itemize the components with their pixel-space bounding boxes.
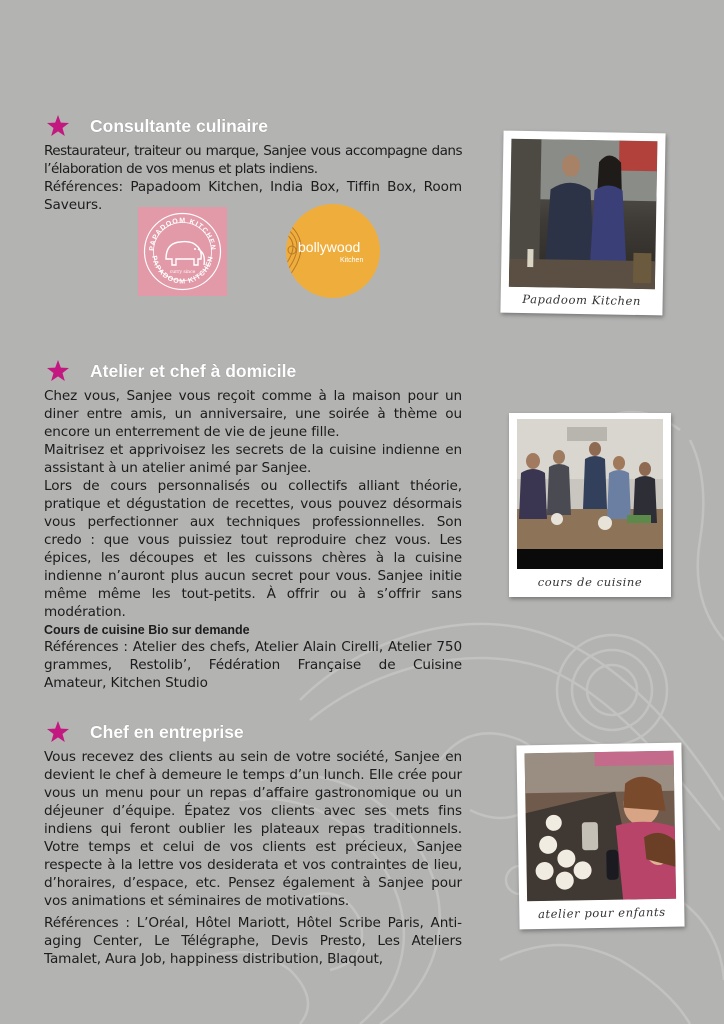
star-icon xyxy=(46,114,70,138)
logo-name: bollywood xyxy=(298,239,361,255)
section-title: Chef en entreprise xyxy=(90,722,244,742)
section-entreprise xyxy=(44,722,462,968)
logo-sub: Kitchen xyxy=(340,257,364,264)
mandala-icon xyxy=(286,204,380,298)
section-atelier xyxy=(44,361,462,692)
references: Références : L’Oréal, Hôtel Mariott, Hôtel Scribe Paris, Anti-aging Center, Le Télégraphe, Devis Presto, Les Ateliers Tamalet, Aura Job, happiness distribution, Blaqout, xyxy=(44,915,462,967)
photo-caption: Papadoom Kitchen xyxy=(522,291,642,309)
photo-caption: atelier pour enfants xyxy=(537,904,666,922)
logo-bottom-text: PAPADOOM KITCHEN xyxy=(150,255,215,286)
bollywood-kitchen-logo xyxy=(286,204,380,298)
polaroid-photo-cours xyxy=(509,413,671,597)
section-title: Consultante culinaire xyxy=(90,116,268,136)
polaroid-photo-papadoom xyxy=(500,131,665,316)
section-heading xyxy=(44,116,462,142)
polaroid-photo-enfants xyxy=(516,743,684,930)
section-consultante xyxy=(44,116,462,214)
star-icon xyxy=(46,720,70,744)
section-body xyxy=(44,748,462,968)
section-body xyxy=(44,142,462,214)
photo-caption: cours de cuisine xyxy=(537,575,643,589)
svg-text:PAPADOOM KITCHEN xyxy=(149,217,216,251)
section-heading xyxy=(44,722,462,748)
photo-atelier-enfants xyxy=(525,751,677,902)
sub-heading: Cours de cuisine Bio sur demande xyxy=(44,623,250,637)
paragraph: Vous recevez des clients au sein de votre société, Sanjee en devient le chef à demeure le temps d’un lunch. Elle crée pour vous un menu pour un repas d’affaire gastronomique ou un déjeuner d’équipe. Épatez vos clients avec ses mets fins indiens qui feront oublier les plateaux repas traditionnels. Votre temps et celui de vos clients est précieux, Sanjee respecte à la lettre vos desiderata et vos contraintes de lieu, d’horaires, d’espace, etc. Pensez également à Sanjee pour vos animations et séminaires de motivations. xyxy=(44,749,462,909)
section-body xyxy=(44,387,462,692)
section-title: Atelier et chef à domicile xyxy=(90,361,297,381)
paragraph: Références: Papadoom Kitchen, India Box, Tiffin Box, Room Saveurs. xyxy=(44,179,462,213)
paragraph: Restaurateur, traiteur ou marque, Sanjee vous accompagne dans l’élaboration de vos menus et plats indiens. xyxy=(44,143,462,177)
paragraph: Lors de cours personnalisés ou collectifs alliant théorie, pratique et dégustation de recettes, vous pouvez désormais vous perfectionner aux techniques professionnelles. Son credo : que vous puissiez tout reproduire chez vous. Les épices, les découpes et les cuissons chères à la cuisine indienne n’auront plus aucun secret pour vous. Sanjee initie même même les tout-petits. À offrir ou à s’offrir sans modération. xyxy=(44,478,462,620)
paragraph: Maitrisez et apprivoisez les secrets de la cuisine indienne en assistant à un atelier animé par Sanjee. xyxy=(44,442,462,476)
references: Références : Atelier des chefs, Atelier Alain Cirelli, Atelier 750 grammes, Restolib’, Fédération Française de Cuisine Amateur, Kitchen Studio xyxy=(44,639,462,691)
paragraph: Chez vous, Sanjee vous reçoit comme à la maison pour un diner entre amis, un anniversaire, une soirée à thème ou encore un enterrement de vie de jeune fille. xyxy=(44,388,462,440)
section-heading xyxy=(44,361,462,387)
star-icon xyxy=(46,359,70,383)
logo-tagline: curry since xyxy=(169,270,196,275)
papadoom-kitchen-logo xyxy=(138,207,227,296)
logo-ring-text xyxy=(138,207,227,296)
photo-cours-de-cuisine xyxy=(517,419,663,569)
photo-papadoom-kitchen xyxy=(509,139,658,290)
logo-top-text: PAPADOOM KITCHEN xyxy=(148,217,217,252)
